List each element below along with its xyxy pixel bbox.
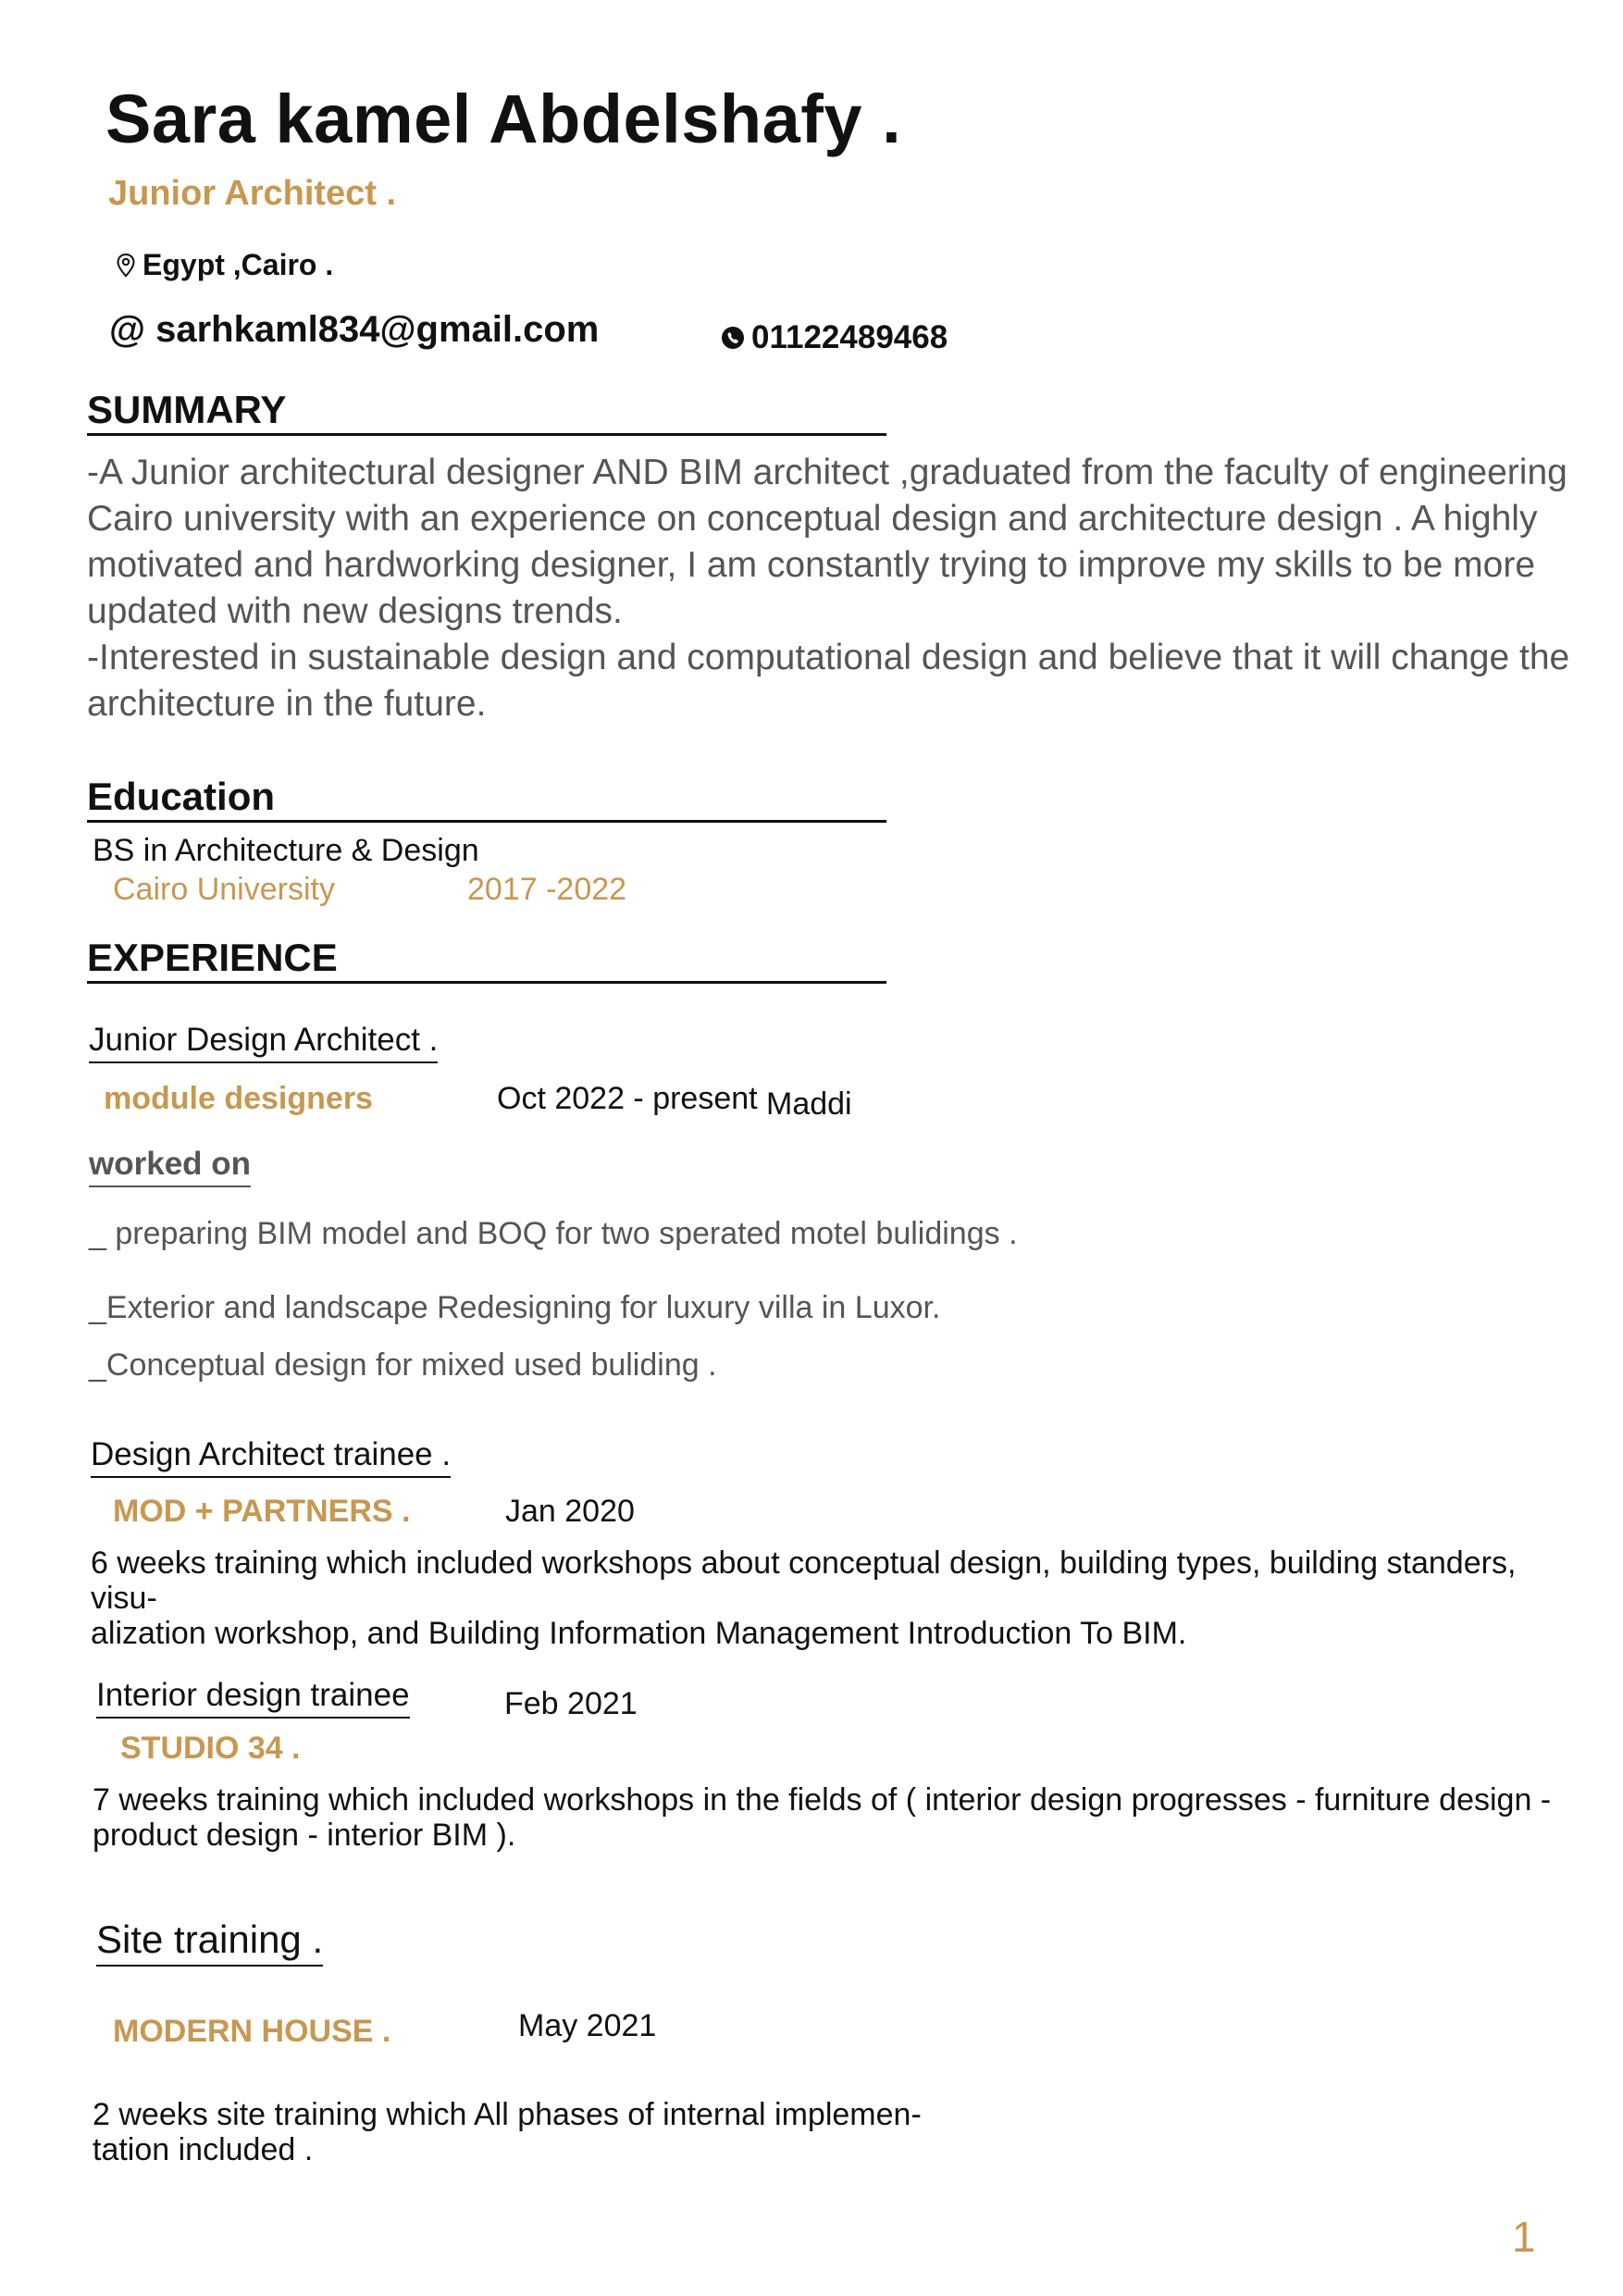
map-pin-icon	[115, 253, 137, 279]
job3-title: Interior design trainee	[96, 1677, 410, 1719]
job2-description: 6 weeks training which included workshops about conceptual design, building types, building standers, visu- alization workshop, and Building Information Management Introduction To BIM.	[91, 1545, 1517, 1651]
job1-item: _Conceptual design for mixed used buliding .	[89, 1347, 717, 1383]
job3-description: 7 weeks training which included workshops in the fields of ( interior design progresses - furniture design - product design - interior BIM ).	[93, 1782, 1552, 1853]
job4-title: Site training .	[96, 1917, 323, 1967]
job2-title: Design Architect trainee .	[91, 1436, 451, 1478]
job4-company: MODERN HOUSE .	[113, 2014, 391, 2049]
education-years: 2017 -2022	[467, 872, 627, 907]
education-heading: Education	[87, 776, 886, 823]
job1-date: Oct 2022 - present	[497, 1081, 758, 1116]
job1-location: Maddi	[766, 1086, 852, 1122]
job1-item: _Exterior and landscape Redesigning for luxury villa in Luxor.	[89, 1290, 941, 1325]
page-number: 1	[1512, 2213, 1536, 2261]
location	[115, 248, 333, 282]
job1-item: _ preparing BIM model and BOQ for two sperated motel bulidings .	[89, 1216, 1018, 1251]
location-text: Egypt ,Cairo .	[142, 248, 334, 281]
email-address[interactable]: @ sarhkaml834@gmail.com	[109, 309, 600, 350]
job3-company: STUDIO 34 .	[120, 1731, 301, 1766]
job-title-headline: Junior Architect .	[108, 174, 397, 213]
education-degree: BS in Architecture & Design	[93, 833, 479, 868]
job2-date: Jan 2020	[505, 1494, 635, 1529]
job3-date: Feb 2021	[504, 1686, 638, 1721]
job2-company: MOD + PARTNERS .	[113, 1494, 411, 1529]
job1-title: Junior Design Architect .	[89, 1022, 438, 1063]
education-school: Cairo University	[113, 872, 335, 907]
job4-date: May 2021	[518, 2008, 657, 2043]
phone-number[interactable]: 01122489468	[751, 319, 948, 355]
job4-description: 2 weeks site training which All phases of internal implemen- tation included .	[93, 2097, 922, 2167]
job1-worked-on-label: worked on	[89, 1146, 251, 1187]
summary-heading: SUMMARY	[87, 389, 886, 436]
job1-company: module designers	[104, 1081, 373, 1116]
phone	[720, 319, 948, 356]
candidate-name: Sara kamel Abdelshafy .	[105, 81, 902, 157]
whatsapp-icon	[720, 325, 746, 351]
experience-heading: EXPERIENCE	[87, 937, 886, 984]
summary-text: -A Junior architectural designer AND BIM architect ,graduated from the faculty of engineering Cairo university with an experience on conceptual design and architecture design . A highly motivated and hardworking designer, I am constantly trying to improve my skills to be more updated with new designs trends. -Interested in sustainable design and computational design and believe that it will change the architecture in the future.	[87, 453, 1570, 724]
